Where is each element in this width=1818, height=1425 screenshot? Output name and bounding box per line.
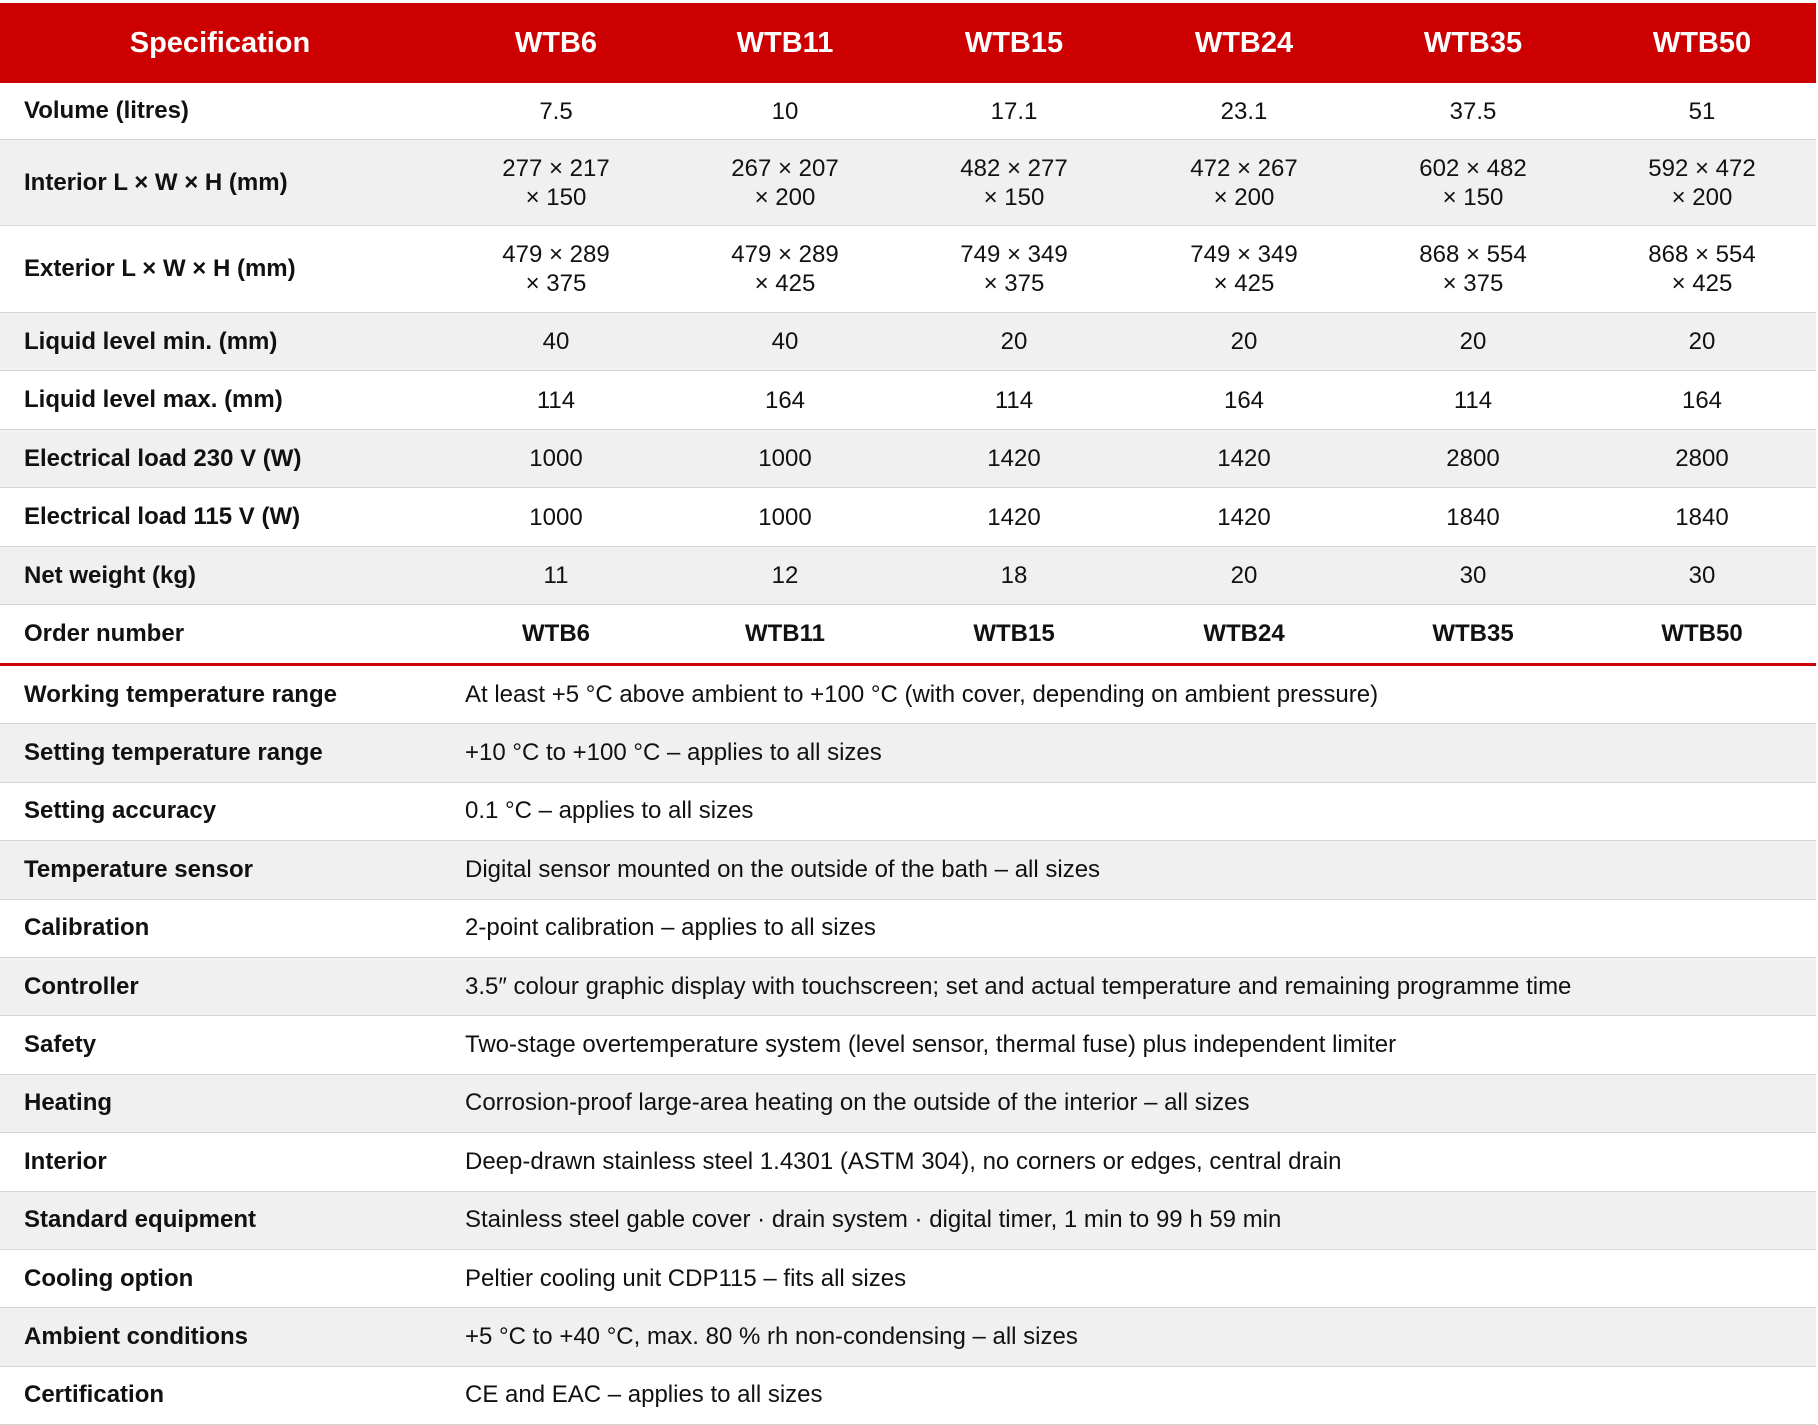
cell-wtb6: 1000 bbox=[529, 445, 583, 472]
cell-wtb6: 1000 bbox=[529, 503, 583, 531]
cell-wtb11: 10 bbox=[771, 97, 799, 125]
cell-wtb6: 40 bbox=[542, 328, 570, 355]
row-label: Standard equipment bbox=[24, 1206, 257, 1234]
cell-line: × 200 bbox=[1213, 183, 1275, 211]
cell-line: × 200 bbox=[754, 183, 816, 211]
row-label: Cooling option bbox=[24, 1264, 194, 1292]
cell-wtb24: 1420 bbox=[1217, 445, 1271, 472]
cell-wtb50: 51 bbox=[1688, 97, 1716, 125]
table-row bbox=[0, 1367, 1816, 1425]
header-model-wtb11: WTB11 bbox=[736, 27, 834, 59]
cell-line: × 150 bbox=[525, 183, 587, 211]
cell-wtb24 bbox=[1130, 140, 1359, 225]
cell-line: 267 × 207 bbox=[731, 154, 839, 182]
cell-line: 479 × 289 bbox=[502, 241, 610, 268]
row-label: Ambient conditions bbox=[24, 1323, 248, 1351]
table-header bbox=[0, 3, 1816, 83]
row-label: Order number bbox=[24, 619, 185, 647]
row-label: Heating bbox=[24, 1089, 113, 1117]
table-row bbox=[0, 488, 1816, 547]
header-model-wtb24: WTB24 bbox=[1194, 27, 1294, 59]
cell-wtb35: 37.5 bbox=[1449, 97, 1497, 125]
row-value: Peltier cooling unit CDP115 – fits all sizes bbox=[465, 1264, 907, 1292]
table-row bbox=[0, 140, 1816, 226]
cell-line: 592 × 472 bbox=[1648, 154, 1756, 182]
cell-line: × 150 bbox=[1442, 183, 1504, 211]
cell-line: 277 × 217 bbox=[502, 154, 610, 182]
row-label: Certification bbox=[24, 1381, 165, 1409]
cell-wtb11: 164 bbox=[764, 386, 806, 414]
cell-wtb24 bbox=[1130, 226, 1359, 312]
row-label: Liquid level min. (mm) bbox=[24, 327, 278, 355]
cell-line: 482 × 277 bbox=[960, 154, 1068, 182]
cell-wtb6: 114 bbox=[536, 386, 576, 414]
cell-wtb15: WTB15 bbox=[973, 620, 1055, 647]
row-value: +5 °C to +40 °C, max. 80 % rh non-condensing – all sizes bbox=[465, 1323, 1078, 1351]
cell-wtb11: 12 bbox=[771, 562, 799, 589]
table-row bbox=[0, 547, 1816, 605]
table-row bbox=[0, 1016, 1816, 1074]
cell-wtb15 bbox=[900, 226, 1129, 312]
table-row bbox=[0, 313, 1816, 371]
table-row bbox=[0, 1192, 1816, 1250]
row-label: Net weight (kg) bbox=[24, 561, 196, 589]
cell-wtb35 bbox=[1359, 140, 1588, 225]
cell-wtb24: 20 bbox=[1230, 328, 1258, 355]
table-row bbox=[0, 666, 1816, 724]
table-row bbox=[0, 958, 1816, 1016]
cell-wtb24: 1420 bbox=[1217, 503, 1271, 531]
header-model-wtb15: WTB15 bbox=[964, 27, 1064, 59]
table-row bbox=[0, 724, 1816, 782]
table-row bbox=[0, 430, 1816, 488]
cell-line: 749 × 349 bbox=[1190, 241, 1298, 268]
cell-line: 868 × 554 bbox=[1648, 241, 1756, 268]
row-label: Electrical load 230 V (W) bbox=[24, 444, 302, 472]
cell-wtb35: 20 bbox=[1459, 328, 1487, 355]
cell-wtb6: 11 bbox=[543, 562, 569, 589]
cell-wtb15: 114 bbox=[994, 386, 1034, 414]
row-value: Corrosion-proof large-area heating on the outside of the interior – all sizes bbox=[465, 1089, 1250, 1117]
table-row bbox=[0, 1133, 1816, 1191]
cell-line: × 425 bbox=[1671, 270, 1733, 297]
header-spec-label: Specification bbox=[129, 27, 311, 59]
cell-line: × 200 bbox=[1671, 183, 1733, 211]
row-value: Two-stage overtemperature system (level sensor, thermal fuse) plus independent limiter bbox=[465, 1031, 1397, 1059]
table-row bbox=[0, 226, 1816, 313]
cell-wtb6 bbox=[442, 226, 671, 312]
cell-wtb35 bbox=[1359, 226, 1588, 312]
table-row bbox=[0, 783, 1816, 841]
cell-wtb50 bbox=[1588, 226, 1817, 312]
cell-wtb15 bbox=[900, 140, 1129, 225]
cell-wtb50: WTB50 bbox=[1661, 620, 1743, 647]
row-value: 2-point calibration – applies to all sizes bbox=[465, 914, 876, 942]
cell-wtb11 bbox=[671, 140, 900, 225]
cell-wtb11: 1000 bbox=[758, 445, 812, 472]
row-label: Exterior L × W × H (mm) bbox=[24, 255, 296, 282]
cell-wtb35: 2800 bbox=[1446, 445, 1500, 472]
cell-line: 472 × 267 bbox=[1190, 154, 1298, 182]
row-label: Liquid level max. (mm) bbox=[24, 386, 283, 413]
table-row bbox=[0, 900, 1816, 958]
cell-wtb11: 1000 bbox=[758, 503, 812, 531]
cell-wtb50: 30 bbox=[1688, 562, 1716, 589]
row-value: Digital sensor mounted on the outside of the bath – all sizes bbox=[465, 855, 1101, 883]
row-label: Safety bbox=[24, 1031, 97, 1059]
cell-wtb35: 114 bbox=[1453, 386, 1493, 414]
cell-wtb11: 40 bbox=[771, 328, 799, 355]
row-label: Electrical load 115 V (W) bbox=[24, 503, 301, 530]
cell-line: × 375 bbox=[525, 270, 587, 297]
section-divider bbox=[0, 663, 1816, 666]
row-value: CE and EAC – applies to all sizes bbox=[465, 1381, 823, 1409]
cell-line: × 375 bbox=[983, 270, 1045, 297]
cell-line: 868 × 554 bbox=[1419, 241, 1527, 268]
cell-wtb35: WTB35 bbox=[1432, 620, 1514, 647]
cell-wtb11 bbox=[671, 226, 900, 312]
row-value: Deep-drawn stainless steel 1.4301 (ASTM 304), no corners or edges, central drain bbox=[465, 1147, 1342, 1175]
cell-wtb11: WTB11 bbox=[744, 620, 825, 647]
cell-wtb50: 164 bbox=[1681, 386, 1723, 414]
cell-wtb15: 20 bbox=[1000, 328, 1028, 355]
cell-wtb15: 17.1 bbox=[990, 97, 1038, 125]
row-value: 0.1 °C – applies to all sizes bbox=[465, 797, 754, 825]
table-row bbox=[0, 605, 1816, 662]
cell-wtb6: WTB6 bbox=[522, 620, 590, 647]
header-model-wtb35: WTB35 bbox=[1423, 27, 1523, 59]
header-model-wtb50: WTB50 bbox=[1652, 27, 1752, 59]
table-row bbox=[0, 1308, 1816, 1366]
table-row bbox=[0, 1075, 1816, 1133]
cell-wtb35: 1840 bbox=[1446, 503, 1500, 531]
cell-line: 749 × 349 bbox=[960, 241, 1068, 268]
row-label: Temperature sensor bbox=[24, 855, 253, 883]
cell-wtb15: 1420 bbox=[987, 445, 1041, 472]
cell-wtb50: 2800 bbox=[1675, 445, 1729, 472]
cell-wtb50: 20 bbox=[1688, 328, 1716, 355]
row-label: Interior L × W × H (mm) bbox=[24, 168, 288, 196]
cell-line: × 150 bbox=[983, 183, 1045, 211]
row-label: Setting accuracy bbox=[24, 797, 217, 825]
cell-wtb50 bbox=[1588, 140, 1817, 225]
row-value: +10 °C to +100 °C – applies to all sizes bbox=[465, 739, 882, 767]
cell-line: 602 × 482 bbox=[1419, 154, 1527, 182]
cell-wtb35: 30 bbox=[1459, 562, 1487, 589]
cell-wtb15: 18 bbox=[1000, 562, 1028, 589]
cell-wtb24: 23.1 bbox=[1220, 97, 1268, 125]
row-label: Working temperature range bbox=[24, 680, 337, 708]
header-model-wtb6: WTB6 bbox=[514, 27, 598, 59]
row-value: Stainless steel gable cover · drain system · digital timer, 1 min to 99 h 59 min bbox=[465, 1206, 1282, 1234]
row-label: Calibration bbox=[24, 914, 150, 942]
cell-wtb50: 1840 bbox=[1675, 503, 1729, 531]
cell-line: × 425 bbox=[1213, 270, 1275, 297]
cell-line: × 375 bbox=[1442, 270, 1504, 297]
row-label: Setting temperature range bbox=[24, 739, 323, 767]
cell-wtb24: 164 bbox=[1223, 386, 1265, 414]
cell-wtb6: 7.5 bbox=[539, 97, 573, 125]
cell-wtb24: 20 bbox=[1230, 562, 1258, 589]
row-label: Controller bbox=[24, 972, 139, 1000]
table-row bbox=[0, 371, 1816, 430]
cell-wtb15: 1420 bbox=[987, 503, 1041, 531]
table-row bbox=[0, 1250, 1816, 1308]
cell-wtb6 bbox=[442, 140, 671, 225]
table-row bbox=[0, 841, 1816, 899]
cell-wtb24: WTB24 bbox=[1203, 620, 1285, 647]
row-value: 3.5″ colour graphic display with touchscreen; set and actual temperature and remaining programme time bbox=[465, 972, 1572, 1000]
row-label: Interior bbox=[24, 1147, 107, 1175]
cell-line: 479 × 289 bbox=[731, 241, 839, 268]
cell-line: × 425 bbox=[754, 270, 816, 297]
row-value: At least +5 °C above ambient to +100 °C (with cover, depending on ambient pressure) bbox=[465, 680, 1379, 708]
row-label: Volume (litres) bbox=[24, 97, 189, 124]
table-row bbox=[0, 83, 1816, 140]
